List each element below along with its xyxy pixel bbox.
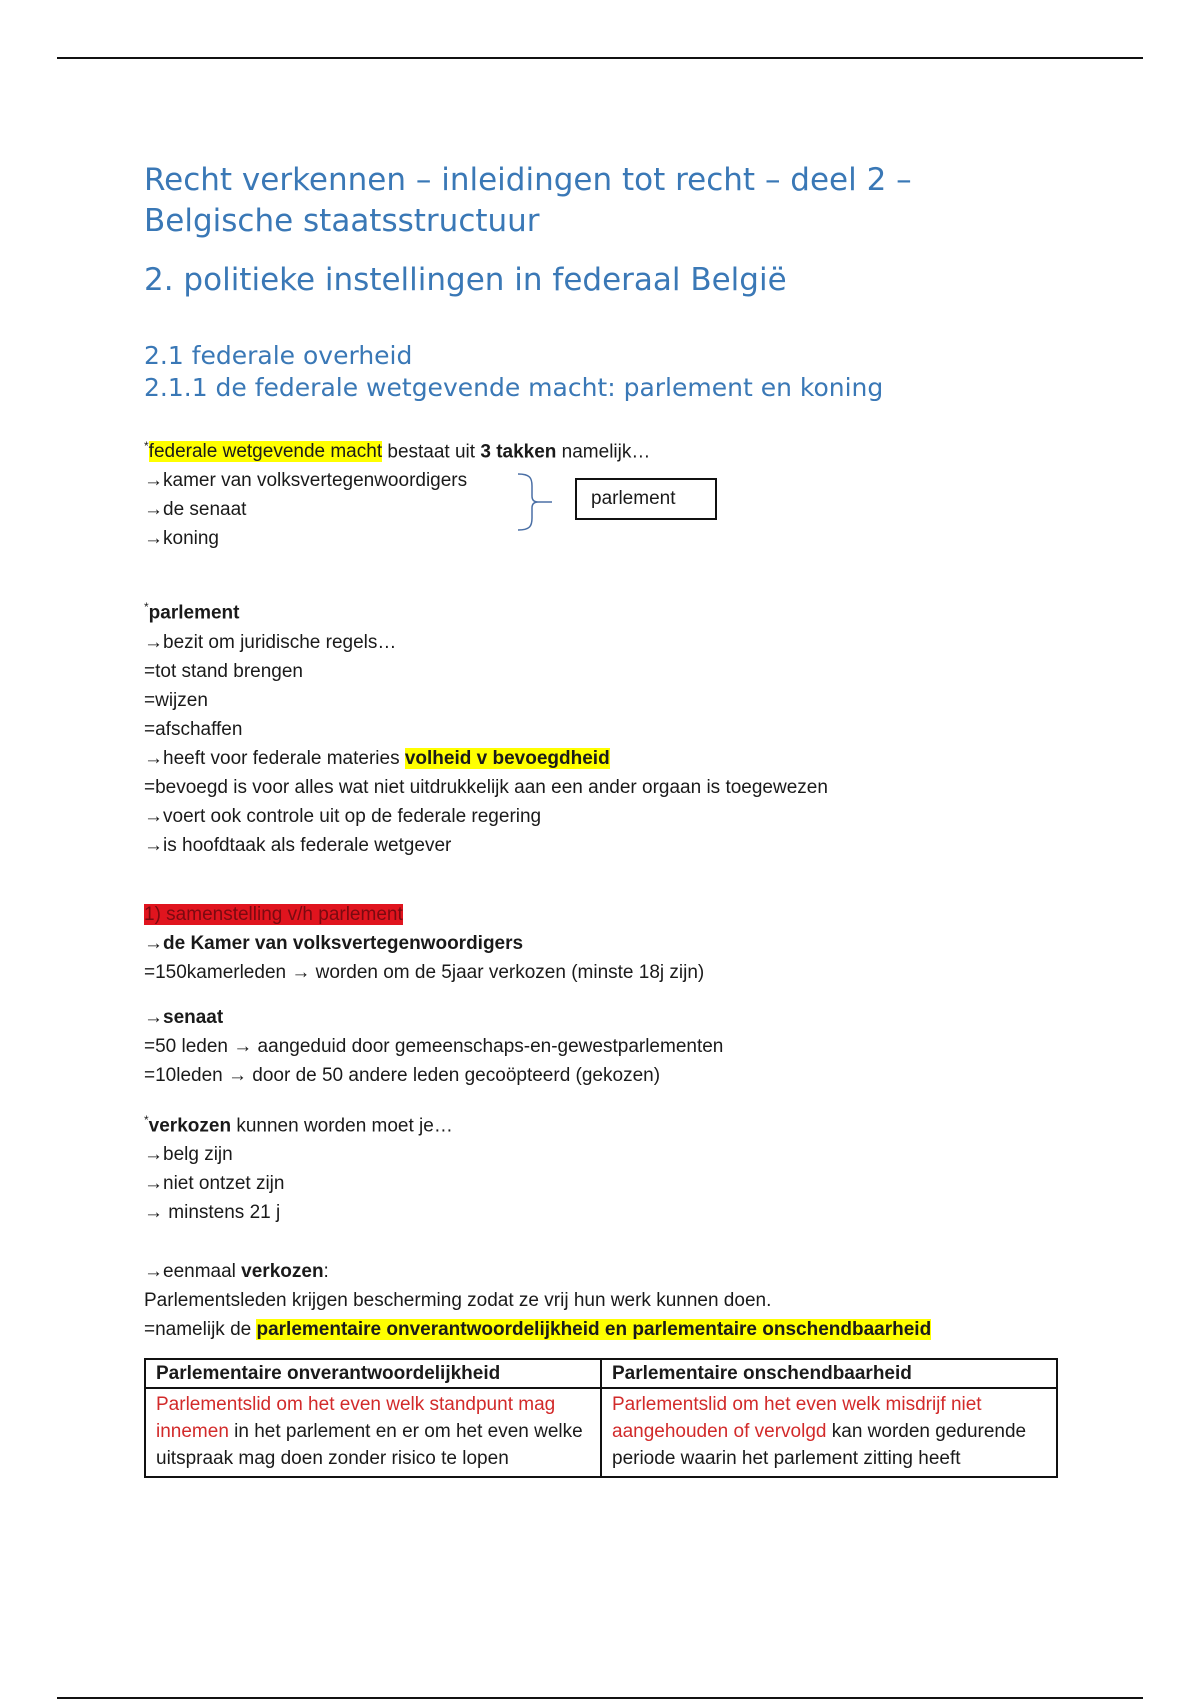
list-item: →kamer van volksvertegenwoordigers [144,470,468,492]
parlement-heading-text: parlement [148,602,240,624]
senaat-line: =50 leden → aangeduid door gemeenschaps-en-gewestparlementen [144,1035,724,1057]
list-item: =tot stand brengen [144,660,303,682]
cell-red-text: Parlementslid om het even welk misdrijf niet aangehouden of vervolgd [612,1393,982,1442]
protection-line: Parlementsleden krijgen bescherming zodat ze vrij hun werk kunnen doen. [144,1289,772,1311]
highlight-wetgevende-macht: federale wetgevende macht [148,441,383,463]
list-item: →koning [144,528,219,550]
takken-intro-end: namelijk… [556,441,651,463]
namelijk-pre: =namelijk de [144,1318,257,1340]
samenstelling-heading [144,900,1064,929]
arrow-icon: → [144,1006,163,1028]
verkozen-heading [144,1106,1064,1140]
parlement-heading [144,593,1064,627]
footer-rule [57,1697,1143,1699]
list-item: →voert ook controle uit op de federale regering [144,805,542,827]
takken-count: 3 takken [480,441,557,463]
eenmaal-bold: verkozen [241,1260,324,1282]
table-header-cell: Parlementaire onschendbaarheid [601,1359,1057,1388]
list-item: → minstens 21 j [144,1201,281,1223]
list-item: =afschaffen [144,718,243,740]
eenmaal-post: : [323,1260,329,1282]
list-item: =bevoegd is voor alles wat niet uitdrukkelijk aan een ander orgaan is toegewezen [144,776,828,798]
list-item: →is hoofdtaak als federale wetgever [144,834,452,856]
table-header-cell: Parlementaire onverantwoordelijkheid [145,1359,601,1388]
cell-text: in het parlement en er om het even welke uitspraak mag doen zonder risico te lopen [156,1420,583,1469]
list-item: →bezit om juridische regels… [144,631,397,653]
curly-brace-icon [516,472,556,532]
document-page [144,160,1064,1478]
verkozen-rest: kunnen worden moet je… [231,1114,453,1136]
namelijk-line [144,1315,1064,1344]
list-item: →de senaat [144,499,247,521]
table-row [145,1388,1057,1477]
title-line-1: Recht verkennen – inleidingen tot recht – deel 2 – [144,162,912,198]
highlight-volheid: volheid v bevoegdheid [404,747,610,769]
kamer-line: =150kamerleden → worden om de 5jaar verkozen (minste 18j zijn) [144,961,705,983]
list-item: =wijzen [144,689,208,711]
subsection-heading: 2.1.1 de federale wetgevende macht: parlement en koning [144,373,884,402]
highlight-immuniteit: parlementaire onverantwoordelijkheid en parlementaire onschendbaarheid [256,1318,932,1340]
table-cell [601,1388,1057,1477]
table-cell [145,1388,601,1477]
verkozen-block [144,1106,1064,1344]
document-title [144,160,1064,242]
bullet-star: * [144,1112,149,1127]
takken-intro-mid: bestaat uit [382,441,481,463]
title-line-2: Belgische staatsstructuur [144,203,540,239]
senaat-line: =10leden → door de 50 andere leden gecoöpteerd (gekozen) [144,1064,661,1086]
samenstelling-block [144,900,1064,1090]
table-header-row [145,1359,1057,1388]
takken-intro [144,432,1064,466]
list-item: →belg zijn [144,1143,233,1165]
list-item: →niet ontzet zijn [144,1172,285,1194]
verkozen-bold: verkozen [148,1114,232,1136]
kamer-heading: →de Kamer van volksvertegenwoordigers [144,932,524,954]
bevoegdheid-text: →heeft voor federale materies [144,747,405,769]
bullet-star: * [144,600,149,615]
parlement-block [144,593,1064,859]
cell-text: kan worden gedurende periode waarin het parlement zitting heeft [612,1420,1027,1469]
chapter-heading: 2. politieke instellingen in federaal België [144,262,787,298]
eenmaal-verkozen [144,1257,1064,1286]
takken-block [144,432,1064,553]
header-rule [57,57,1143,59]
senaat-heading-text: senaat [163,1006,224,1028]
samenstelling-heading-text: 1) samenstelling v/h parlement [144,903,403,925]
senaat-heading [144,1003,1064,1032]
immuniteit-table [144,1358,1058,1478]
cell-red-text: Parlementslid om het even welk standpunt mag innemen [156,1393,556,1442]
bullet-star: * [144,439,149,453]
section-heading: 2.1 federale overheid [144,341,413,370]
list-item [144,744,1064,773]
eenmaal-pre: →eenmaal [144,1260,242,1282]
parlement-box: parlement [575,478,717,520]
